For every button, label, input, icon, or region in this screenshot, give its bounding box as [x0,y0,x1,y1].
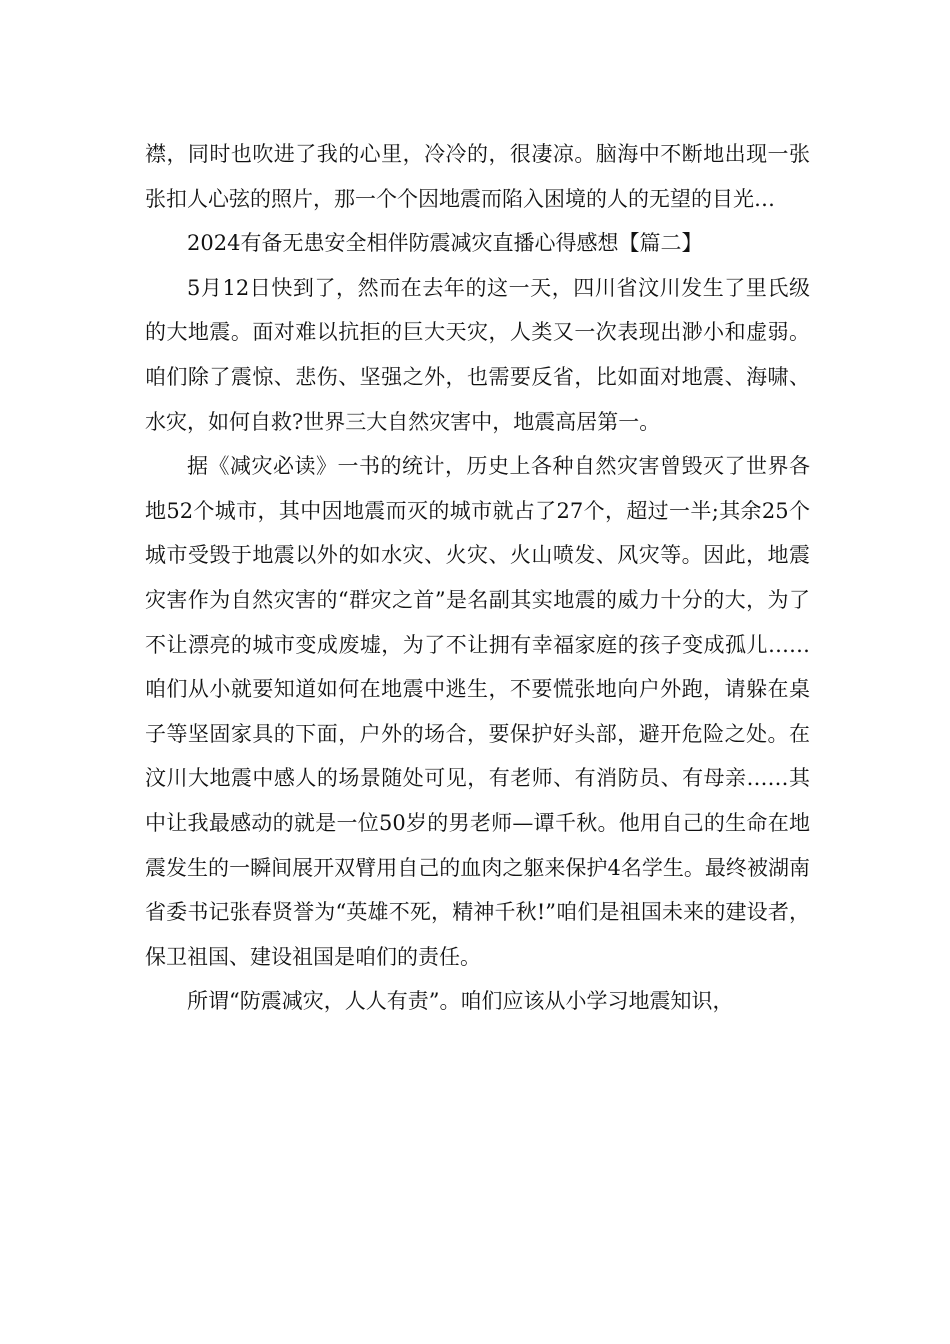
section-heading: 2024有备无患安全相伴防震减灾直播心得感想【篇二】 [187,231,703,256]
paragraph: 5月12日快到了，然而在去年的这一天，四川省汶川发生了里氏级的大地震。面对难以抗拒的巨大天灾，人类又一次表现出渺小和虚弱。咱们除了震惊、悲伤、坚强之外，也需要反省，比如面对地震、海啸、水灾，如何自救?世界三大自然灾害中，地震高居第一。 [145,275,810,434]
document-body [145,132,810,1024]
paragraph: 据《减灾必读》一书的统计，历史上各种自然灾害曾毁灭了世界各地52个城市，其中因地震而灭的城市就占了27个，超过一半;其余25个城市受毁于地震以外的如水灾、火灾、火山喷发、风灾等。因此，地震灾害作为自然灾害的“群灾之首”是名副其实地震的威力十分的大，为了不让漂亮的城市变成废墟，为了不让拥有幸福家庭的孩子变成孤儿……咱们从小就要知道如何在地震中逃生，不要慌张地向户外跑，请躲在桌子等坚固家具的下面，户外的场合，要保护好头部，避开危险之处。在汶川大地震中感人的场景随处可见，有老师、有消防员、有母亲……其中让我最感动的就是一位50岁的男老师—谭千秋。他用自己的生命在地震发生的一瞬间展开双臂用自己的血肉之躯来保护4名学生。最终被湖南省委书记张春贤誉为“英雄不死，精神千秋!”咱们是祖国未来的建设者，保卫祖国、建设祖国是咱们的责任。 [145,454,810,969]
paragraph: 所谓“防震减灾，人人有责”。咱们应该从小学习地震知识， [187,989,734,1014]
paragraph-continuation: 襟，同时也吹进了我的心里，冷冷的，很凄凉。脑海中不断地出现一张张扣人心弦的照片，那一个个因地震而陷入困境的人的无望的目光… [145,142,810,211]
